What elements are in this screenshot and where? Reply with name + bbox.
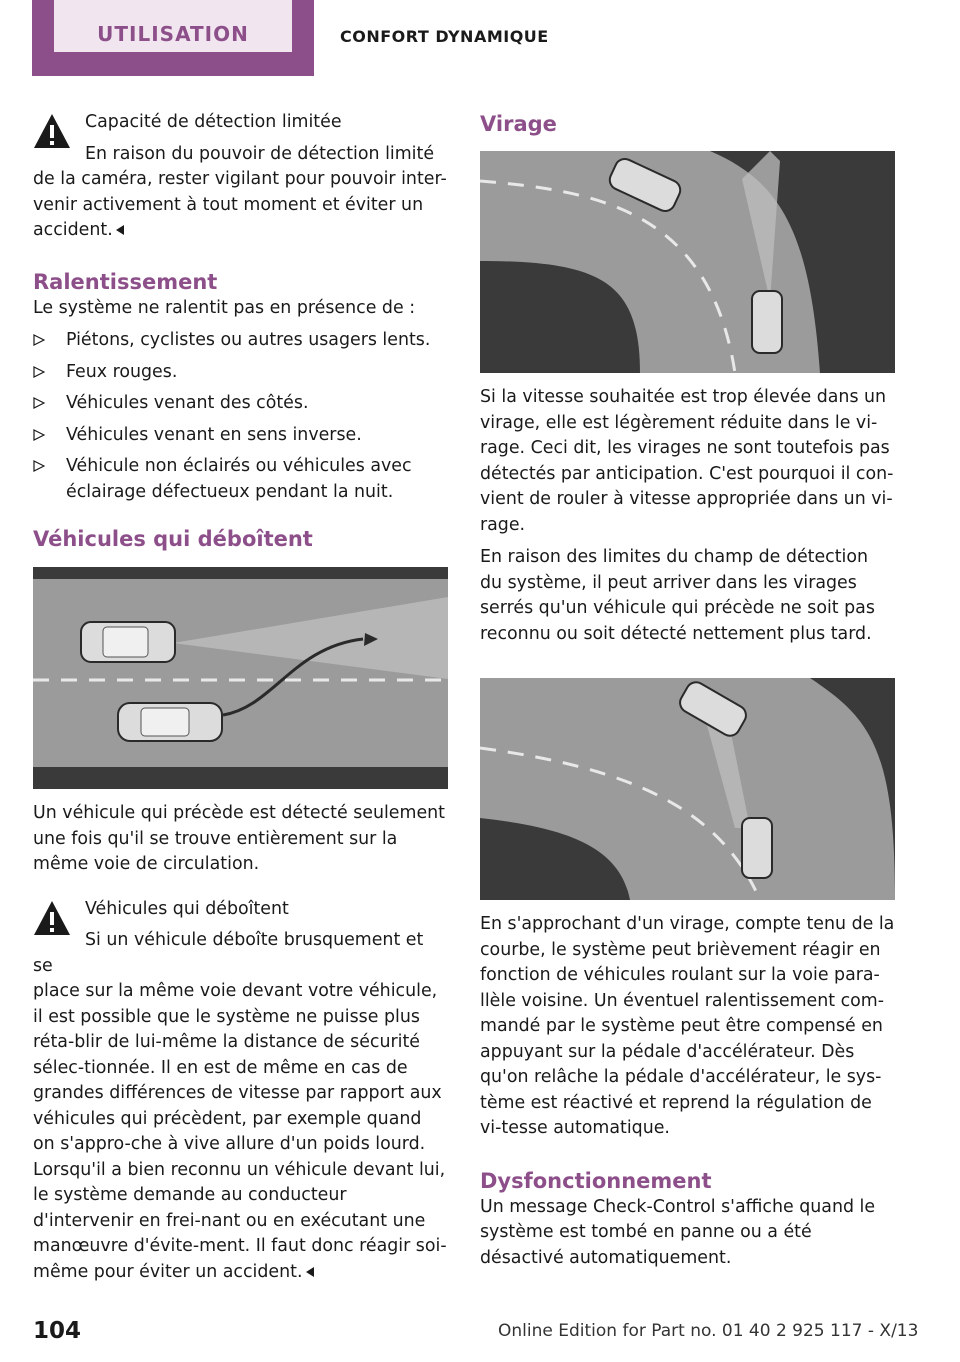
slowdown-intro: Le système ne ralentit pas en présence de : [33,297,416,318]
bullet-triangle-icon [33,460,45,472]
curve-illustration-1 [480,151,895,373]
right-column [480,110,895,1278]
bullet-triangle-icon [33,429,45,441]
list-item: Piétons, cyclistes ou autres usagers lents. [33,328,448,354]
cutting-in-illustration [33,567,448,789]
chapter-title: CONFORT DYNAMIQUE [340,27,549,46]
slowdown-list [33,328,448,505]
page-number: 104 [33,1318,82,1344]
bullet-triangle-icon [33,397,45,409]
bullet-triangle-icon [33,334,45,346]
heading-slowdown: Ralentissement [33,269,218,294]
heading-cutting-in: Véhicules qui déboîtent [33,527,313,551]
warning-text: de la caméra, rester vigilant pour pouvoir inter-venir activement à tout moment et éviter un accident. [33,169,447,240]
end-mark-icon [306,1267,314,1277]
curve-text-2: En raison des limites du champ de détection du système, il peut arriver dans les virages serrés qu'un véhicule qui précède ne soit pas reconnu ou soit détecté nettement plus tard. [480,547,875,644]
section-tab-label: UTILISATION [97,22,249,46]
cutting-in-text: Un véhicule qui précède est détecté seulement une fois qu'il se trouve entièrement sur la même voie de circulation. [33,803,445,874]
list-item: Véhicules venant des côtés. [33,391,448,417]
curve-text-3: En s'approchant d'un virage, compte tenu de la courbe, le système peut brièvement réagir en fonction de véhicules roulant sur la voie para-llèle voisine. Un éventuel ralentissement com-mandé par le système peut être compensé en appuyant sur la pédale d'accélérateur. Dès qu'on relâche la pédale d'accélérateur, le sys-tème est réactivé et reprend la régulation de vi-tesse automatique. [480,914,895,1138]
edition-note: Online Edition for Part no. 01 40 2 925 117 - X/13 [498,1321,919,1341]
bullet-triangle-icon [33,366,45,378]
end-mark-icon [116,225,124,235]
heading-malfunction: Dysfonctionnement [480,1168,712,1193]
warning-icon [33,899,71,939]
curve-text-1: Si la vitesse souhaitée est trop élevée dans un virage, elle est légèrement réduite dans le vi-rage. Ceci dit, les virages ne sont toutefois pas détectés par anticipation. C'est pourquoi il con-vient de rouler à vitesse appropriée dans un vi-rage. [480,387,894,535]
warning-line1: Si un véhicule déboîte brusquement et se [33,930,424,976]
list-item: Véhicule non éclairés ou véhicules avec éclairage défectueux pendant la nuit. [33,454,448,505]
warning-text: place sur la même voie devant votre véhicule, il est possible que le système ne puisse plus réta-blir de lui-même la distance de sécurité sélec-tionnée. Il en est de même en cas de grandes différences de vitesse par rapport aux véhicules qui précèdent, par exemple quand on s'appro-che à vive allure d'un poids lourd. Lorsqu'il a bien reconnu un véhicule devant lui, le système demande au conducteur d'intervenir en frei-nant ou en exécutant une manœuvre d'évite-ment. Il faut donc réagir soi-même pour éviter un accident. [33,981,447,1282]
warning-icon [33,112,71,152]
list-item: Véhicules venant en sens inverse. [33,423,448,449]
malfunction-text: Un message Check-Control s'affiche quand le système est tombé en panne ou a été désactivé automatiquement. [480,1196,876,1268]
warning-cutting-in [33,897,448,1286]
warning-limited-detection [33,110,448,244]
section-tab [32,0,314,76]
heading-curve: Virage [480,112,557,136]
curve-illustration-2 [480,678,895,900]
warning-line1: En raison du pouvoir de détection limité [85,143,435,164]
warning-title: Capacité de détection limitée [85,112,342,132]
list-item: Feux rouges. [33,360,448,386]
left-column [33,110,448,1291]
warning-title: Véhicules qui déboîtent [85,898,289,919]
